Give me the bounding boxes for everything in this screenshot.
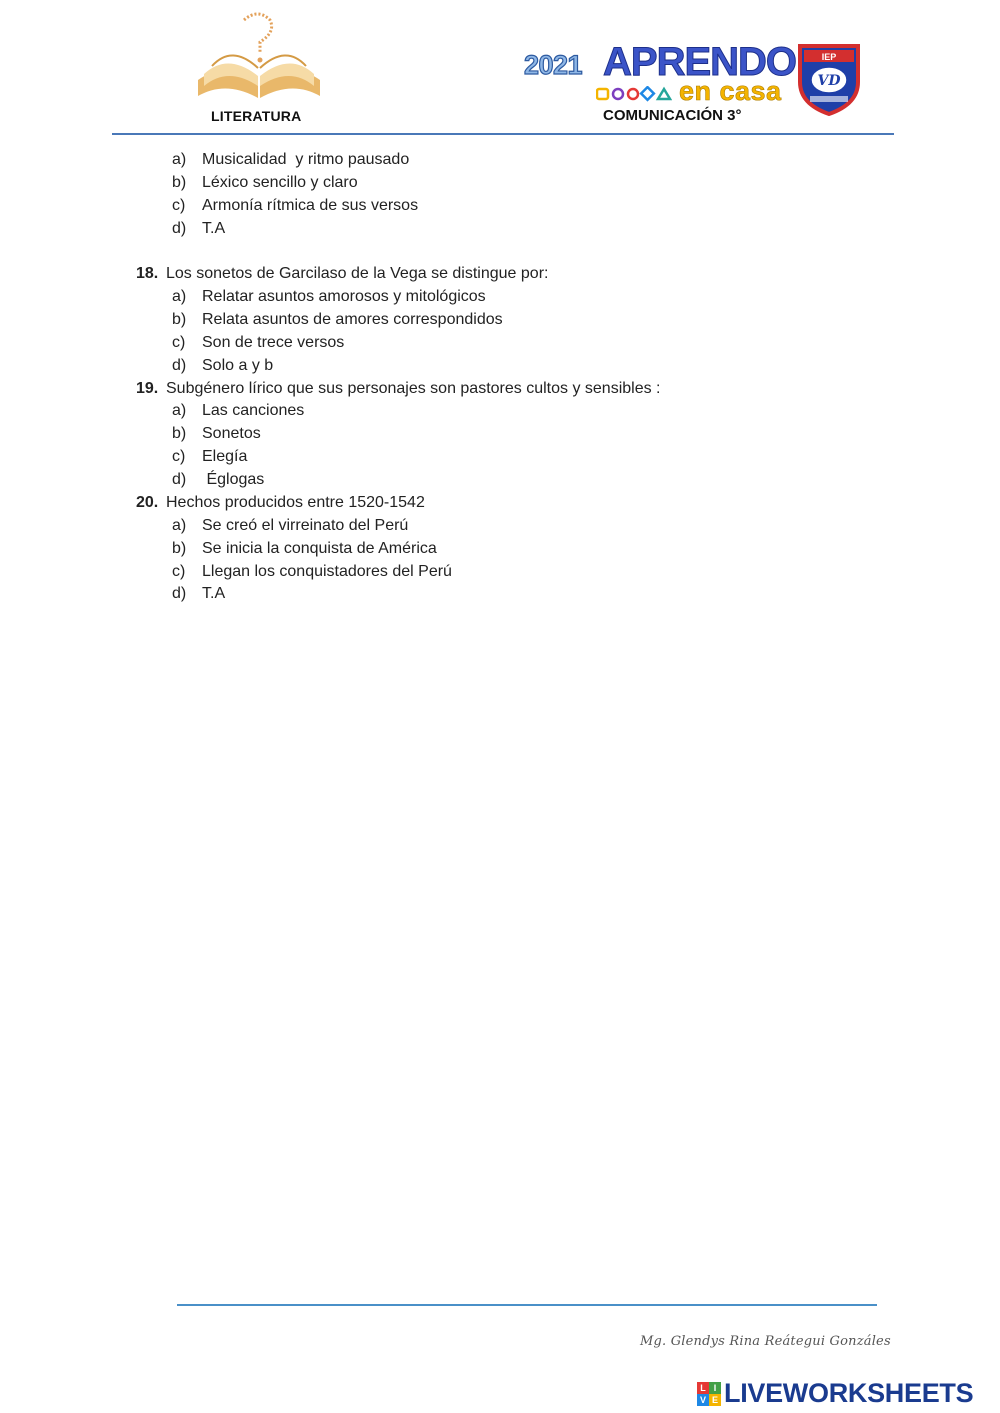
list-item: b) Se inicia la conquista de América <box>172 540 437 557</box>
list-item: d) T.A <box>172 585 226 602</box>
footer-divider <box>177 1304 877 1306</box>
header-divider <box>112 133 894 135</box>
liveworksheets-brand[interactable] <box>697 1378 973 1409</box>
list-item: a) Relatar asuntos amorosos y mitológicos <box>172 288 486 305</box>
list-item: c) Elegía <box>172 448 248 465</box>
liveworksheets-wordmark: LIVEWORKSHEETS <box>724 1378 974 1408</box>
list-item: c) Son de trece versos <box>172 334 345 351</box>
colored-shapes-icon <box>596 86 672 102</box>
list-item: a) Se creó el virreinato del Perú <box>172 517 409 534</box>
question-19: 19. Subgénero lírico que sus personajes son pastores cultos y sensibles : <box>136 380 661 397</box>
question-20: 20. Hechos producidos entre 1520-1542 <box>136 494 425 511</box>
crest-monogram: VD <box>817 73 841 89</box>
list-item: d) T.A <box>172 220 226 237</box>
crest-letters: IEP <box>821 52 837 62</box>
header-subject-label: LITERATURA <box>211 108 302 124</box>
open-book-logo <box>190 8 328 106</box>
list-item: c) Armonía rítmica de sus versos <box>172 197 419 214</box>
liveworksheets-logo-icon: L I V E <box>697 1382 721 1406</box>
header-year: 2021 <box>524 50 583 80</box>
header-subtitle: en casa <box>679 76 782 106</box>
author-signature: Mg. Glendys Rina Reátegui Gonzáles <box>640 1334 891 1349</box>
list-item: a) Musicalidad y ritmo pausado <box>172 151 410 168</box>
list-item: b) Relata asuntos de amores correspondidos <box>172 311 503 328</box>
list-item: d) Églogas <box>172 471 265 488</box>
list-item: d) Solo a y b <box>172 357 274 374</box>
list-item: b) Léxico sencillo y claro <box>172 174 358 191</box>
school-crest-icon <box>796 42 862 116</box>
list-item: a) Las canciones <box>172 402 305 419</box>
header-title: APRENDO <box>603 40 797 84</box>
course-label: COMUNICACIÓN 3° <box>603 107 742 124</box>
list-item: c) Llegan los conquistadores del Perú <box>172 563 452 580</box>
list-item: b) Sonetos <box>172 425 261 442</box>
question-18: 18. Los sonetos de Garcilaso de la Vega se distingue por: <box>136 265 549 282</box>
